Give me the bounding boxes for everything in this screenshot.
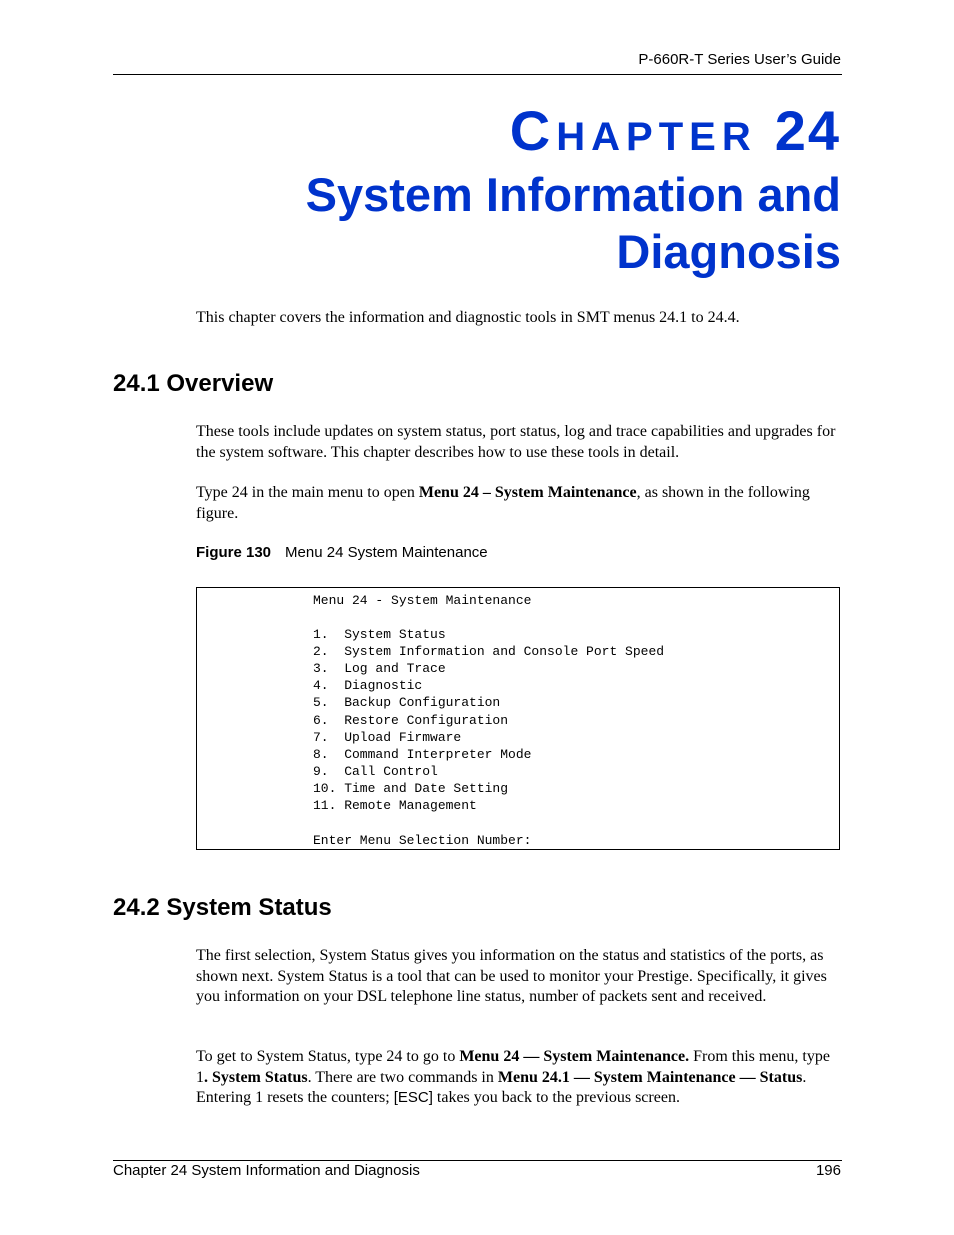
menu-selection-prompt: Enter Menu Selection Number: [313, 833, 532, 848]
menu-item: 2. System Information and Console Port Speed [313, 644, 665, 659]
chapter-word: HAPTER [556, 115, 757, 159]
overview-paragraph-2: Type 24 in the main menu to open Menu 24 – System Maintenance, as shown in the following figure. [196, 484, 810, 522]
system-status-paragraph-2: To get to System Status, type 24 to go to Menu 24 — System Maintenance. From this menu, type 1. System Status. There are two commands in Menu 24.1 — System Maintenance — Status. Entering 1 resets the counters; [ESC] takes you back to the previous screen. [196, 1048, 830, 1106]
overview-paragraph-1: These tools include updates on system status, port status, log and trace capabilities and upgrades for the system software. This chapter describes how to use these tools in detail. [196, 423, 836, 461]
menu-item: 6. Restore Configuration [313, 713, 509, 728]
header-rule [113, 74, 842, 75]
chapter-initial: C [509, 99, 557, 162]
menu-item: 8. Command Interpreter Mode [313, 747, 532, 762]
chapter-title-line1: System Information and [305, 168, 841, 221]
menu-item: 5. Backup Configuration [313, 695, 501, 710]
chapter-number: 24 [774, 99, 841, 162]
chapter-heading [510, 98, 841, 163]
figure-caption [196, 544, 488, 561]
chapter-title-line2: Diagnosis [616, 225, 841, 278]
figure-caption-text: Menu 24 System Maintenance [285, 544, 488, 561]
section-heading-overview: 24.1 Overview [113, 370, 274, 397]
menu-24-reference: Menu 24 – System Maintenance [418, 484, 637, 501]
menu-screen-title: Menu 24 - System Maintenance [313, 593, 532, 608]
chapter-title [201, 166, 841, 280]
page-number: 196 [815, 1162, 841, 1179]
footer-rule [113, 1160, 842, 1161]
running-header: P-660R-T Series User’s Guide [638, 51, 841, 68]
menu-item: 9. Call Control [313, 764, 438, 779]
figure-label: Figure 130 [196, 544, 272, 561]
menu-item: 10. Time and Date Setting [313, 781, 509, 796]
menu-item: 3. Log and Trace [313, 661, 446, 676]
intro-paragraph: This chapter covers the information and diagnostic tools in SMT menus 24.1 to 24.4. [196, 309, 740, 326]
system-status-paragraph-1: The first selection, System Status gives you information on the status and statistics of the ports, as shown next. System Status is a tool that can be used to monitor your Prestige. Specifically, it gives you information on your DSL telephone line status, number of packets sent and received. [196, 947, 827, 1005]
running-footer: Chapter 24 System Information and Diagnosis [113, 1162, 420, 1179]
menu-24-screen [196, 587, 840, 850]
menu-item: 4. Diagnostic [313, 678, 423, 693]
menu-item: 7. Upload Firmware [313, 730, 462, 745]
menu-item: 11. Remote Management [313, 798, 477, 813]
menu-item: 1. System Status [313, 627, 446, 642]
section-heading-system-status: 24.2 System Status [113, 894, 332, 921]
esc-key-label: [ESC] [393, 1089, 433, 1106]
